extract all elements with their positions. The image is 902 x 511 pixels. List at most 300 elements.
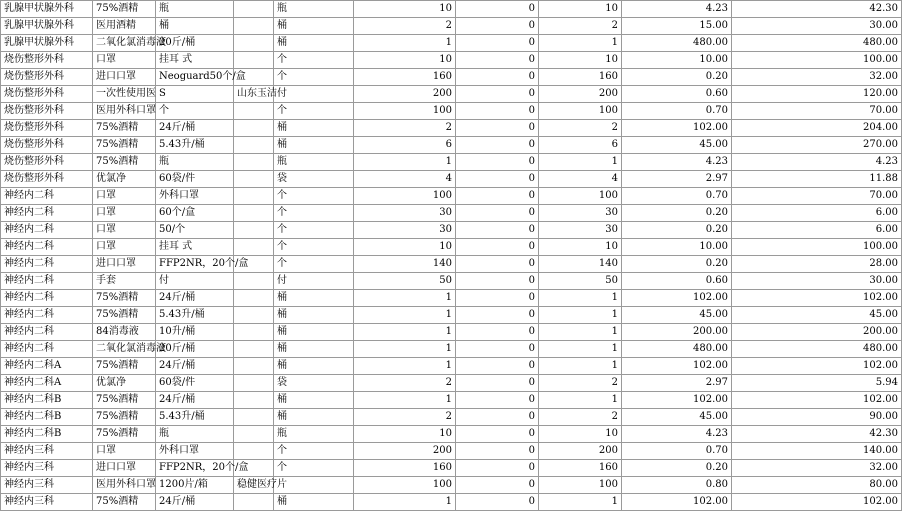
qty-in-cell[interactable]: 4 — [354, 171, 456, 188]
dept-cell[interactable]: 神经内三科 — [1, 460, 93, 477]
price-cell[interactable]: 4.23 — [622, 1, 732, 18]
price-cell[interactable]: 2.97 — [622, 375, 732, 392]
qty-out-cell[interactable]: 0 — [456, 18, 539, 35]
price-cell[interactable]: 0.20 — [622, 222, 732, 239]
qty-out-cell[interactable]: 0 — [456, 137, 539, 154]
qty-balance-cell[interactable]: 2 — [539, 409, 622, 426]
price-cell[interactable]: 200.00 — [622, 324, 732, 341]
qty-out-cell[interactable]: 0 — [456, 307, 539, 324]
qty-out-cell[interactable]: 0 — [456, 69, 539, 86]
price-cell[interactable]: 0.80 — [622, 477, 732, 494]
spec-cell[interactable]: 外科口罩 — [156, 443, 234, 460]
maker-cell[interactable] — [234, 443, 274, 460]
amount-cell[interactable]: 28.00 — [732, 256, 902, 273]
amount-cell[interactable]: 90.00 — [732, 409, 902, 426]
qty-balance-cell[interactable]: 160 — [539, 460, 622, 477]
spec-cell[interactable]: 5.43升/桶 — [156, 137, 234, 154]
item-cell[interactable]: 口罩 — [93, 239, 156, 256]
qty-in-cell[interactable]: 1 — [354, 154, 456, 171]
maker-cell[interactable]: 山东玉洁 — [234, 86, 274, 103]
dept-cell[interactable]: 乳腺甲状腺外科 — [1, 35, 93, 52]
spec-cell[interactable]: 20斤/桶 — [156, 341, 234, 358]
qty-balance-cell[interactable]: 10 — [539, 239, 622, 256]
price-cell[interactable]: 15.00 — [622, 18, 732, 35]
item-cell[interactable]: 医用外科口罩 — [93, 477, 156, 494]
unit-cell[interactable]: 个 — [274, 205, 354, 222]
qty-out-cell[interactable]: 0 — [456, 103, 539, 120]
amount-cell[interactable]: 480.00 — [732, 341, 902, 358]
maker-cell[interactable] — [234, 239, 274, 256]
qty-balance-cell[interactable]: 2 — [539, 120, 622, 137]
amount-cell[interactable]: 4.23 — [732, 154, 902, 171]
maker-cell[interactable] — [234, 18, 274, 35]
spec-cell[interactable]: 瓶 — [156, 1, 234, 18]
unit-cell[interactable]: 桶 — [274, 324, 354, 341]
qty-out-cell[interactable]: 0 — [456, 256, 539, 273]
maker-cell[interactable] — [234, 103, 274, 120]
unit-cell[interactable]: 个 — [274, 460, 354, 477]
maker-cell[interactable] — [234, 205, 274, 222]
item-cell[interactable]: 口罩 — [93, 443, 156, 460]
spec-cell[interactable]: 桶 — [156, 18, 234, 35]
price-cell[interactable]: 0.20 — [622, 69, 732, 86]
amount-cell[interactable]: 30.00 — [732, 273, 902, 290]
qty-out-cell[interactable]: 0 — [456, 341, 539, 358]
qty-in-cell[interactable]: 1 — [354, 324, 456, 341]
item-cell[interactable]: 医用酒精 — [93, 18, 156, 35]
maker-cell[interactable] — [234, 273, 274, 290]
item-cell[interactable]: 二氧化氯消毒液 — [93, 35, 156, 52]
price-cell[interactable]: 10.00 — [622, 52, 732, 69]
amount-cell[interactable]: 42.30 — [732, 1, 902, 18]
spec-cell[interactable]: 60个/盒 — [156, 205, 234, 222]
qty-out-cell[interactable]: 0 — [456, 188, 539, 205]
dept-cell[interactable]: 神经内三科 — [1, 494, 93, 511]
amount-cell[interactable]: 30.00 — [732, 18, 902, 35]
dept-cell[interactable]: 神经内二科 — [1, 307, 93, 324]
dept-cell[interactable]: 神经内二科 — [1, 205, 93, 222]
unit-cell[interactable]: 个 — [274, 256, 354, 273]
unit-cell[interactable]: 桶 — [274, 18, 354, 35]
qty-out-cell[interactable]: 0 — [456, 460, 539, 477]
price-cell[interactable]: 480.00 — [622, 35, 732, 52]
qty-out-cell[interactable]: 0 — [456, 52, 539, 69]
amount-cell[interactable]: 6.00 — [732, 205, 902, 222]
unit-cell[interactable]: 袋 — [274, 375, 354, 392]
price-cell[interactable]: 10.00 — [622, 239, 732, 256]
qty-balance-cell[interactable]: 4 — [539, 171, 622, 188]
qty-balance-cell[interactable]: 1 — [539, 341, 622, 358]
unit-cell[interactable]: 个 — [274, 239, 354, 256]
qty-out-cell[interactable]: 0 — [456, 477, 539, 494]
item-cell[interactable]: 优氯净 — [93, 375, 156, 392]
amount-cell[interactable]: 102.00 — [732, 358, 902, 375]
spec-cell[interactable]: Neoguard50个/盒 — [156, 69, 234, 86]
qty-in-cell[interactable]: 140 — [354, 256, 456, 273]
item-cell[interactable]: 75%酒精 — [93, 290, 156, 307]
table-row — [1, 494, 902, 511]
amount-cell[interactable]: 100.00 — [732, 239, 902, 256]
qty-out-cell[interactable]: 0 — [456, 273, 539, 290]
qty-out-cell[interactable]: 0 — [456, 409, 539, 426]
item-cell[interactable]: 一次性使用医 — [93, 86, 156, 103]
qty-in-cell[interactable]: 160 — [354, 69, 456, 86]
maker-cell[interactable] — [234, 392, 274, 409]
unit-cell[interactable]: 桶 — [274, 494, 354, 511]
item-cell[interactable]: 75%酒精 — [93, 494, 156, 511]
amount-cell[interactable]: 120.00 — [732, 86, 902, 103]
spec-cell[interactable]: FFP2NR，20个/盒 — [156, 256, 234, 273]
amount-cell[interactable]: 70.00 — [732, 188, 902, 205]
qty-in-cell[interactable]: 10 — [354, 52, 456, 69]
dept-cell[interactable]: 烧伤整形外科 — [1, 120, 93, 137]
item-cell[interactable]: 75%酒精 — [93, 154, 156, 171]
qty-out-cell[interactable]: 0 — [456, 443, 539, 460]
qty-balance-cell[interactable]: 1 — [539, 154, 622, 171]
item-cell[interactable]: 进口口罩 — [93, 69, 156, 86]
maker-cell[interactable] — [234, 188, 274, 205]
unit-cell[interactable]: 个 — [274, 103, 354, 120]
price-cell[interactable]: 0.20 — [622, 205, 732, 222]
item-cell[interactable]: 进口口罩 — [93, 460, 156, 477]
unit-cell[interactable]: 个 — [274, 188, 354, 205]
amount-cell[interactable]: 102.00 — [732, 290, 902, 307]
amount-cell[interactable]: 200.00 — [732, 324, 902, 341]
spec-cell[interactable]: 挂耳 式 — [156, 239, 234, 256]
maker-cell[interactable] — [234, 52, 274, 69]
spec-cell[interactable]: 瓶 — [156, 426, 234, 443]
dept-cell[interactable]: 神经内二科 — [1, 239, 93, 256]
dept-cell[interactable]: 神经内三科 — [1, 477, 93, 494]
qty-out-cell[interactable]: 0 — [456, 205, 539, 222]
qty-balance-cell[interactable]: 10 — [539, 52, 622, 69]
unit-cell[interactable]: 袋 — [274, 171, 354, 188]
item-cell[interactable]: 75%酒精 — [93, 392, 156, 409]
dept-cell[interactable]: 神经内二科B — [1, 409, 93, 426]
unit-cell[interactable]: 个 — [274, 52, 354, 69]
spec-cell[interactable]: 60袋/件 — [156, 375, 234, 392]
maker-cell[interactable] — [234, 426, 274, 443]
qty-in-cell[interactable]: 1 — [354, 392, 456, 409]
amount-cell[interactable]: 11.88 — [732, 171, 902, 188]
qty-balance-cell[interactable]: 30 — [539, 222, 622, 239]
price-cell[interactable]: 0.70 — [622, 103, 732, 120]
qty-balance-cell[interactable]: 30 — [539, 205, 622, 222]
qty-balance-cell[interactable]: 2 — [539, 375, 622, 392]
qty-in-cell[interactable]: 100 — [354, 188, 456, 205]
qty-balance-cell[interactable]: 50 — [539, 273, 622, 290]
qty-in-cell[interactable]: 2 — [354, 375, 456, 392]
qty-out-cell[interactable]: 0 — [456, 426, 539, 443]
price-cell[interactable]: 0.20 — [622, 460, 732, 477]
amount-cell[interactable]: 270.00 — [732, 137, 902, 154]
maker-cell[interactable] — [234, 1, 274, 18]
item-cell[interactable]: 口罩 — [93, 205, 156, 222]
qty-balance-cell[interactable]: 200 — [539, 86, 622, 103]
unit-cell[interactable]: 付 — [274, 86, 354, 103]
dept-cell[interactable]: 烧伤整形外科 — [1, 154, 93, 171]
amount-cell[interactable]: 102.00 — [732, 392, 902, 409]
unit-cell[interactable]: 片 — [274, 477, 354, 494]
maker-cell[interactable] — [234, 35, 274, 52]
spec-cell[interactable]: 24斤/桶 — [156, 494, 234, 511]
dept-cell[interactable]: 烧伤整形外科 — [1, 52, 93, 69]
amount-cell[interactable]: 32.00 — [732, 460, 902, 477]
qty-in-cell[interactable]: 2 — [354, 18, 456, 35]
dept-cell[interactable]: 神经内二科 — [1, 341, 93, 358]
maker-cell[interactable] — [234, 290, 274, 307]
item-cell[interactable]: 口罩 — [93, 222, 156, 239]
dept-cell[interactable]: 乳腺甲状腺外科 — [1, 18, 93, 35]
qty-balance-cell[interactable]: 6 — [539, 137, 622, 154]
maker-cell[interactable] — [234, 154, 274, 171]
unit-cell[interactable]: 付 — [274, 273, 354, 290]
price-cell[interactable]: 0.60 — [622, 273, 732, 290]
amount-cell[interactable]: 100.00 — [732, 52, 902, 69]
dept-cell[interactable]: 烧伤整形外科 — [1, 86, 93, 103]
amount-cell[interactable]: 70.00 — [732, 103, 902, 120]
qty-in-cell[interactable]: 100 — [354, 477, 456, 494]
dept-cell[interactable]: 神经内二科 — [1, 273, 93, 290]
unit-cell[interactable]: 个 — [274, 69, 354, 86]
qty-balance-cell[interactable]: 1 — [539, 35, 622, 52]
dept-cell[interactable]: 神经内二科B — [1, 426, 93, 443]
qty-in-cell[interactable]: 30 — [354, 205, 456, 222]
dept-cell[interactable]: 神经内二科 — [1, 324, 93, 341]
unit-cell[interactable]: 桶 — [274, 35, 354, 52]
spec-cell[interactable]: 外科口罩 — [156, 188, 234, 205]
price-cell[interactable]: 102.00 — [622, 358, 732, 375]
unit-cell[interactable]: 桶 — [274, 341, 354, 358]
item-cell[interactable]: 75%酒精 — [93, 120, 156, 137]
qty-in-cell[interactable]: 1 — [354, 358, 456, 375]
maker-cell[interactable] — [234, 307, 274, 324]
qty-in-cell[interactable]: 100 — [354, 103, 456, 120]
qty-in-cell[interactable]: 30 — [354, 222, 456, 239]
spec-cell[interactable]: 24斤/桶 — [156, 358, 234, 375]
dept-cell[interactable]: 神经内二科B — [1, 392, 93, 409]
qty-in-cell[interactable]: 2 — [354, 409, 456, 426]
unit-cell[interactable]: 瓶 — [274, 1, 354, 18]
item-cell[interactable]: 84消毒液 — [93, 324, 156, 341]
qty-out-cell[interactable]: 0 — [456, 120, 539, 137]
dept-cell[interactable]: 神经内二科A — [1, 358, 93, 375]
qty-in-cell[interactable]: 160 — [354, 460, 456, 477]
item-cell[interactable]: 75%酒精 — [93, 426, 156, 443]
amount-cell[interactable]: 102.00 — [732, 494, 902, 511]
dept-cell[interactable]: 烧伤整形外科 — [1, 69, 93, 86]
item-cell[interactable]: 75%酒精 — [93, 137, 156, 154]
spec-cell[interactable]: 挂耳 式 — [156, 52, 234, 69]
qty-balance-cell[interactable]: 10 — [539, 426, 622, 443]
dept-cell[interactable]: 神经内二科 — [1, 222, 93, 239]
dept-cell[interactable]: 烧伤整形外科 — [1, 103, 93, 120]
maker-cell[interactable] — [234, 324, 274, 341]
qty-in-cell[interactable]: 200 — [354, 86, 456, 103]
amount-cell[interactable]: 80.00 — [732, 477, 902, 494]
item-cell[interactable]: 手套 — [93, 273, 156, 290]
spec-cell[interactable]: 5.43升/桶 — [156, 307, 234, 324]
qty-balance-cell[interactable]: 100 — [539, 103, 622, 120]
spec-cell[interactable]: 24斤/桶 — [156, 392, 234, 409]
table-row — [1, 18, 902, 35]
spec-cell[interactable]: 24斤/桶 — [156, 120, 234, 137]
qty-balance-cell[interactable]: 160 — [539, 69, 622, 86]
item-cell[interactable]: 医用外科口罩 — [93, 103, 156, 120]
qty-in-cell[interactable]: 1 — [354, 290, 456, 307]
qty-out-cell[interactable]: 0 — [456, 239, 539, 256]
maker-cell[interactable] — [234, 358, 274, 375]
item-cell[interactable]: 75%酒精 — [93, 409, 156, 426]
dept-cell[interactable]: 烧伤整形外科 — [1, 137, 93, 154]
qty-in-cell[interactable]: 6 — [354, 137, 456, 154]
amount-cell[interactable]: 45.00 — [732, 307, 902, 324]
dept-cell[interactable]: 神经内三科 — [1, 443, 93, 460]
qty-out-cell[interactable]: 0 — [456, 324, 539, 341]
unit-cell[interactable]: 桶 — [274, 307, 354, 324]
unit-cell[interactable]: 桶 — [274, 290, 354, 307]
spec-cell[interactable]: 24斤/桶 — [156, 290, 234, 307]
qty-in-cell[interactable]: 1 — [354, 307, 456, 324]
unit-cell[interactable]: 桶 — [274, 392, 354, 409]
spec-cell[interactable]: 20斤/桶 — [156, 35, 234, 52]
qty-balance-cell[interactable]: 1 — [539, 324, 622, 341]
unit-cell[interactable]: 桶 — [274, 358, 354, 375]
table-row — [1, 154, 902, 171]
qty-in-cell[interactable]: 10 — [354, 239, 456, 256]
qty-balance-cell[interactable]: 1 — [539, 392, 622, 409]
qty-balance-cell[interactable]: 140 — [539, 256, 622, 273]
item-cell[interactable]: 75%酒精 — [93, 1, 156, 18]
amount-cell[interactable]: 5.94 — [732, 375, 902, 392]
price-cell[interactable]: 0.60 — [622, 86, 732, 103]
unit-cell[interactable]: 个 — [274, 443, 354, 460]
price-cell[interactable]: 102.00 — [622, 290, 732, 307]
qty-in-cell[interactable]: 10 — [354, 1, 456, 18]
spec-cell[interactable]: 瓶 — [156, 154, 234, 171]
qty-out-cell[interactable]: 0 — [456, 494, 539, 511]
qty-balance-cell[interactable]: 1 — [539, 290, 622, 307]
qty-out-cell[interactable]: 0 — [456, 86, 539, 103]
unit-cell[interactable]: 桶 — [274, 409, 354, 426]
qty-balance-cell[interactable]: 2 — [539, 18, 622, 35]
price-cell[interactable]: 4.23 — [622, 154, 732, 171]
price-cell[interactable]: 4.23 — [622, 426, 732, 443]
price-cell[interactable]: 45.00 — [622, 409, 732, 426]
qty-in-cell[interactable]: 200 — [354, 443, 456, 460]
dept-cell[interactable]: 乳腺甲状腺外科 — [1, 1, 93, 18]
unit-cell[interactable]: 桶 — [274, 137, 354, 154]
maker-cell[interactable]: 稳健医疗 — [234, 477, 274, 494]
unit-cell[interactable]: 瓶 — [274, 426, 354, 443]
spec-cell[interactable]: 个 — [156, 103, 234, 120]
spec-cell[interactable]: 5.43升/桶 — [156, 409, 234, 426]
maker-cell[interactable] — [234, 409, 274, 426]
maker-cell[interactable] — [234, 494, 274, 511]
amount-cell[interactable]: 32.00 — [732, 69, 902, 86]
qty-in-cell[interactable]: 1 — [354, 35, 456, 52]
spec-cell[interactable]: 1200片/箱 — [156, 477, 234, 494]
qty-out-cell[interactable]: 0 — [456, 375, 539, 392]
amount-cell[interactable]: 480.00 — [732, 35, 902, 52]
item-cell[interactable]: 75%酒精 — [93, 307, 156, 324]
price-cell[interactable]: 2.97 — [622, 171, 732, 188]
qty-out-cell[interactable]: 0 — [456, 35, 539, 52]
qty-out-cell[interactable]: 0 — [456, 171, 539, 188]
qty-out-cell[interactable]: 0 — [456, 1, 539, 18]
dept-cell[interactable]: 神经内二科A — [1, 375, 93, 392]
maker-cell[interactable] — [234, 171, 274, 188]
qty-balance-cell[interactable]: 1 — [539, 307, 622, 324]
qty-in-cell[interactable]: 1 — [354, 494, 456, 511]
qty-out-cell[interactable]: 0 — [456, 392, 539, 409]
spec-cell[interactable]: 10升/桶 — [156, 324, 234, 341]
dept-cell[interactable]: 神经内二科 — [1, 188, 93, 205]
item-cell[interactable]: 进口口罩 — [93, 256, 156, 273]
price-cell[interactable]: 45.00 — [622, 137, 732, 154]
price-cell[interactable]: 45.00 — [622, 307, 732, 324]
qty-balance-cell[interactable]: 100 — [539, 188, 622, 205]
qty-out-cell[interactable]: 0 — [456, 154, 539, 171]
qty-out-cell[interactable]: 0 — [456, 222, 539, 239]
maker-cell[interactable] — [234, 341, 274, 358]
maker-cell[interactable] — [234, 120, 274, 137]
qty-out-cell[interactable]: 0 — [456, 290, 539, 307]
price-cell[interactable]: 480.00 — [622, 341, 732, 358]
spec-cell[interactable]: 付 — [156, 273, 234, 290]
maker-cell[interactable] — [234, 137, 274, 154]
price-cell[interactable]: 102.00 — [622, 494, 732, 511]
spec-cell[interactable]: 50/个 — [156, 222, 234, 239]
amount-cell[interactable]: 6.00 — [732, 222, 902, 239]
qty-balance-cell[interactable]: 100 — [539, 477, 622, 494]
spec-cell[interactable]: S — [156, 86, 234, 103]
item-cell[interactable]: 二氧化氯消毒液 — [93, 341, 156, 358]
price-cell[interactable]: 0.70 — [622, 443, 732, 460]
amount-cell[interactable]: 140.00 — [732, 443, 902, 460]
qty-out-cell[interactable]: 0 — [456, 358, 539, 375]
dept-cell[interactable]: 神经内二科 — [1, 256, 93, 273]
spec-cell[interactable]: 60袋/件 — [156, 171, 234, 188]
price-cell[interactable]: 102.00 — [622, 392, 732, 409]
amount-cell[interactable]: 42.30 — [732, 426, 902, 443]
qty-in-cell[interactable]: 10 — [354, 426, 456, 443]
spec-cell[interactable]: FFP2NR，20个/盒 — [156, 460, 234, 477]
qty-in-cell[interactable]: 50 — [354, 273, 456, 290]
price-cell[interactable]: 0.20 — [622, 256, 732, 273]
unit-cell[interactable]: 瓶 — [274, 154, 354, 171]
unit-cell[interactable]: 个 — [274, 222, 354, 239]
qty-balance-cell[interactable]: 1 — [539, 358, 622, 375]
price-cell[interactable]: 102.00 — [622, 120, 732, 137]
item-cell[interactable]: 75%酒精 — [93, 358, 156, 375]
dept-cell[interactable]: 烧伤整形外科 — [1, 171, 93, 188]
item-cell[interactable]: 口罩 — [93, 52, 156, 69]
item-cell[interactable]: 口罩 — [93, 188, 156, 205]
qty-balance-cell[interactable]: 10 — [539, 1, 622, 18]
qty-in-cell[interactable]: 1 — [354, 341, 456, 358]
qty-in-cell[interactable]: 2 — [354, 120, 456, 137]
amount-cell[interactable]: 204.00 — [732, 120, 902, 137]
item-cell[interactable]: 优氯净 — [93, 171, 156, 188]
qty-balance-cell[interactable]: 200 — [539, 443, 622, 460]
qty-balance-cell[interactable]: 1 — [539, 494, 622, 511]
dept-cell[interactable]: 神经内二科 — [1, 290, 93, 307]
maker-cell[interactable] — [234, 222, 274, 239]
price-cell[interactable]: 0.70 — [622, 188, 732, 205]
unit-cell[interactable]: 桶 — [274, 120, 354, 137]
maker-cell[interactable] — [234, 375, 274, 392]
